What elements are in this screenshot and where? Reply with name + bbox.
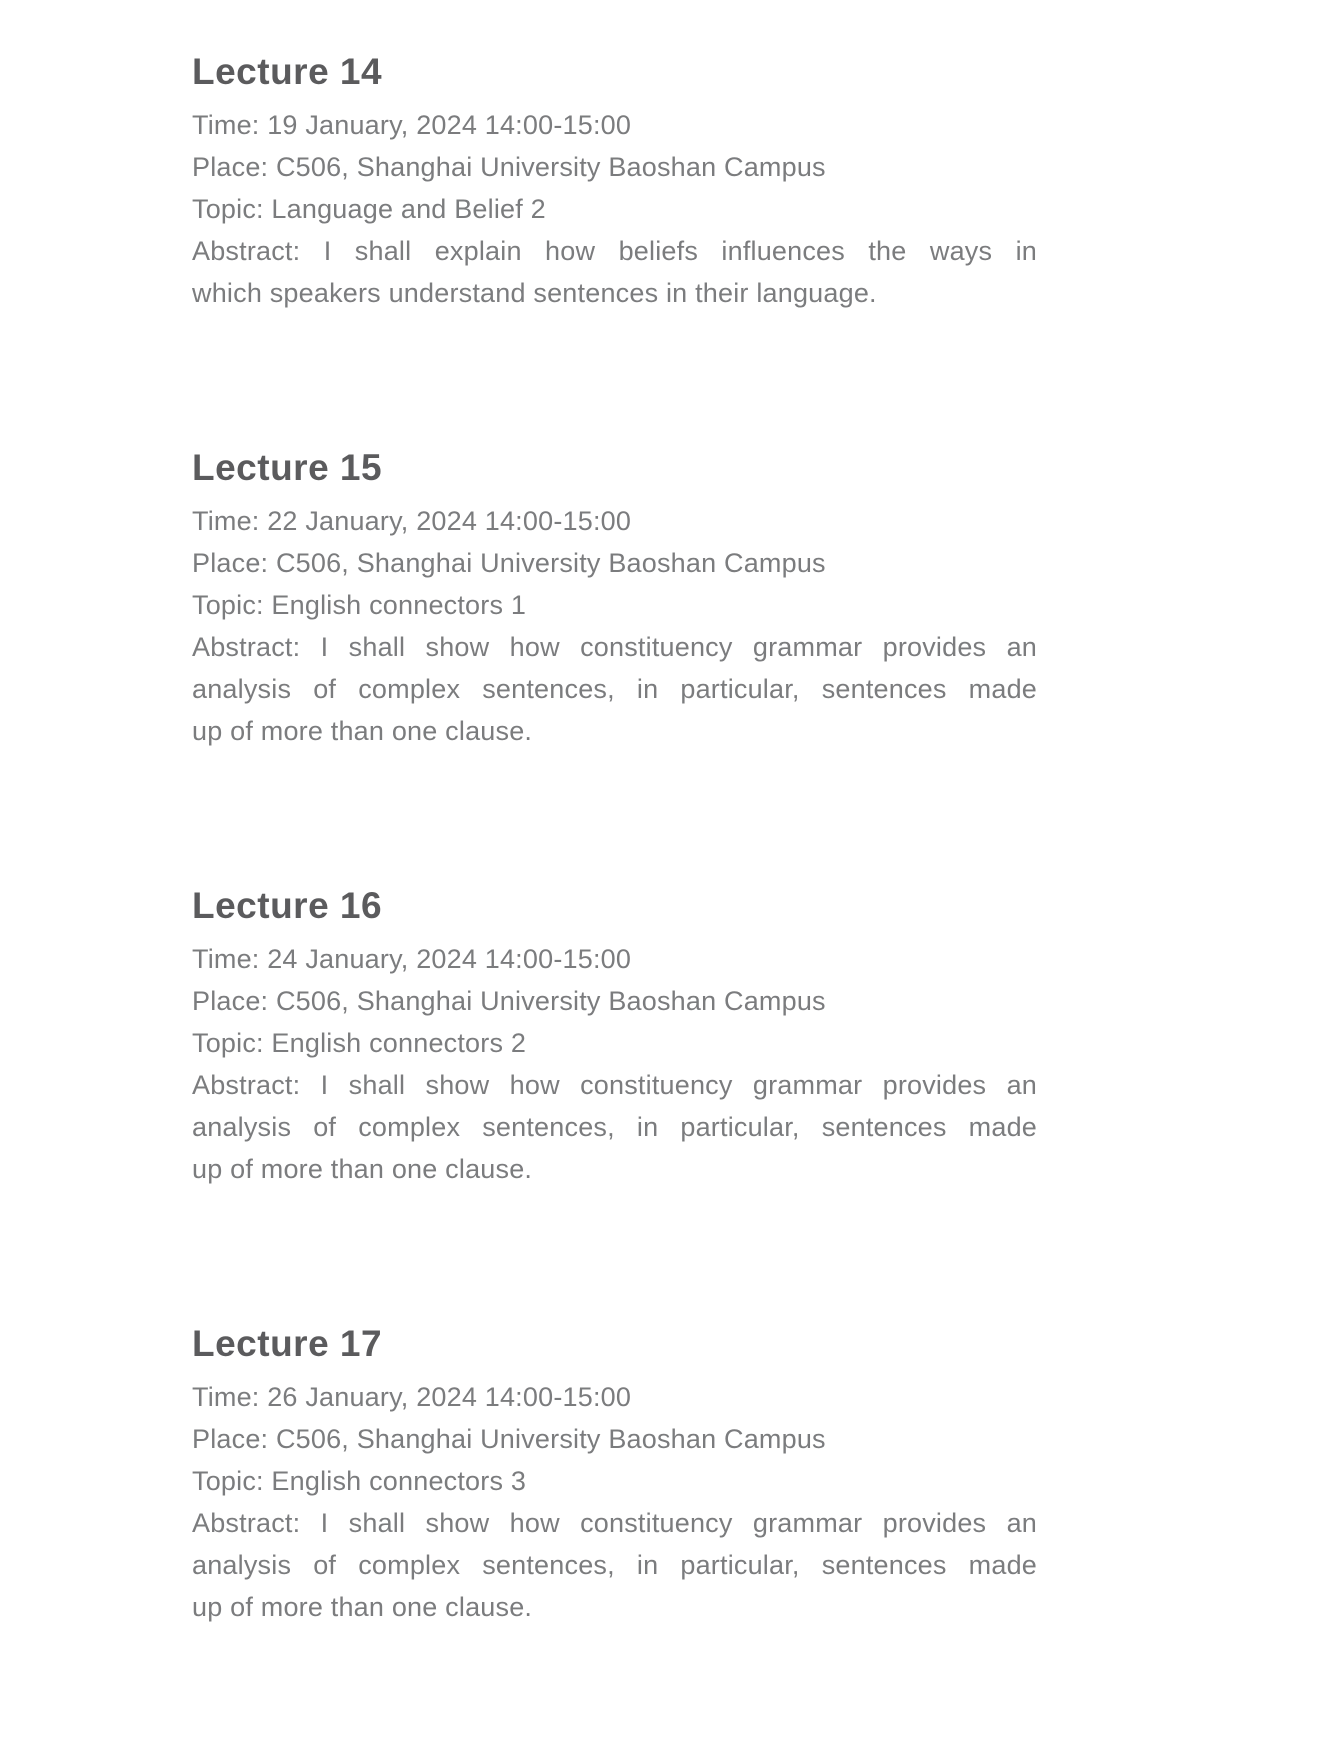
time-line: Time: 22 January, 2024 14:00-15:00 — [192, 506, 632, 536]
abstract-line: Abstract: I shall show how constituency grammar provides an — [192, 632, 1037, 662]
topic-line: Topic: English connectors 3 — [192, 1466, 527, 1496]
abstract-line: up of more than one clause. — [192, 716, 533, 746]
place-line: Place: C506, Shanghai University Baoshan Campus — [192, 986, 826, 1016]
time-line: Time: 26 January, 2024 14:00-15:00 — [192, 1382, 632, 1412]
topic-line: Topic: English connectors 2 — [192, 1028, 527, 1058]
abstract-line: up of more than one clause. — [192, 1592, 533, 1622]
topic-line: Topic: Language and Belief 2 — [192, 194, 546, 224]
abstract-line: which speakers understand sentences in their language. — [192, 278, 877, 308]
place-line: Place: C506, Shanghai University Baoshan Campus — [192, 152, 826, 182]
abstract-line: Abstract: I shall show how constituency grammar provides an — [192, 1508, 1037, 1538]
lecture-section-17 — [192, 1322, 1037, 1628]
abstract-line: up of more than one clause. — [192, 1154, 533, 1184]
abstract-line: Abstract: I shall explain how beliefs influences the ways in — [192, 236, 1037, 266]
place-line: Place: C506, Shanghai University Baoshan Campus — [192, 548, 826, 578]
lecture-title: Lecture 16 — [192, 885, 383, 926]
time-line: Time: 19 January, 2024 14:00-15:00 — [192, 110, 632, 140]
lecture-section-16 — [192, 884, 1037, 1190]
lecture-title: Lecture 17 — [192, 1323, 383, 1364]
lecture-title: Lecture 14 — [192, 51, 383, 92]
abstract-line: analysis of complex sentences, in particular, sentences made — [192, 1550, 1037, 1580]
topic-line: Topic: English connectors 1 — [192, 590, 527, 620]
time-line: Time: 24 January, 2024 14:00-15:00 — [192, 944, 632, 974]
abstract-line: analysis of complex sentences, in particular, sentences made — [192, 674, 1037, 704]
lecture-title: Lecture 15 — [192, 447, 383, 488]
abstract-line: analysis of complex sentences, in particular, sentences made — [192, 1112, 1037, 1142]
abstract-line: Abstract: I shall show how constituency grammar provides an — [192, 1070, 1037, 1100]
place-line: Place: C506, Shanghai University Baoshan Campus — [192, 1424, 826, 1454]
lecture-section-14 — [192, 50, 1037, 314]
lecture-section-15 — [192, 446, 1037, 752]
